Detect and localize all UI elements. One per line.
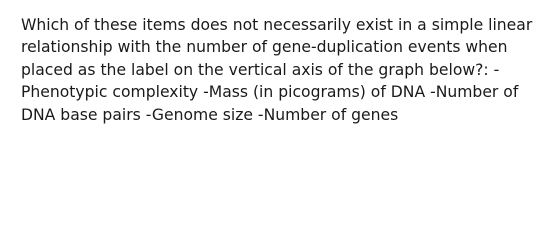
question-line: placed as the label on the vertical axis of the graph below?: -: [21, 60, 500, 79]
question-line: Phenotypic complexity -Mass (in picograms) of DNA -Number of: [21, 83, 519, 102]
question-line: relationship with the number of gene-duplication events when: [21, 38, 508, 57]
question-text: [21, 14, 541, 126]
question-line: DNA base pairs -Genome size -Number of genes: [21, 105, 399, 124]
question-line: Which of these items does not necessarily exist in a simple linear: [21, 16, 533, 34]
